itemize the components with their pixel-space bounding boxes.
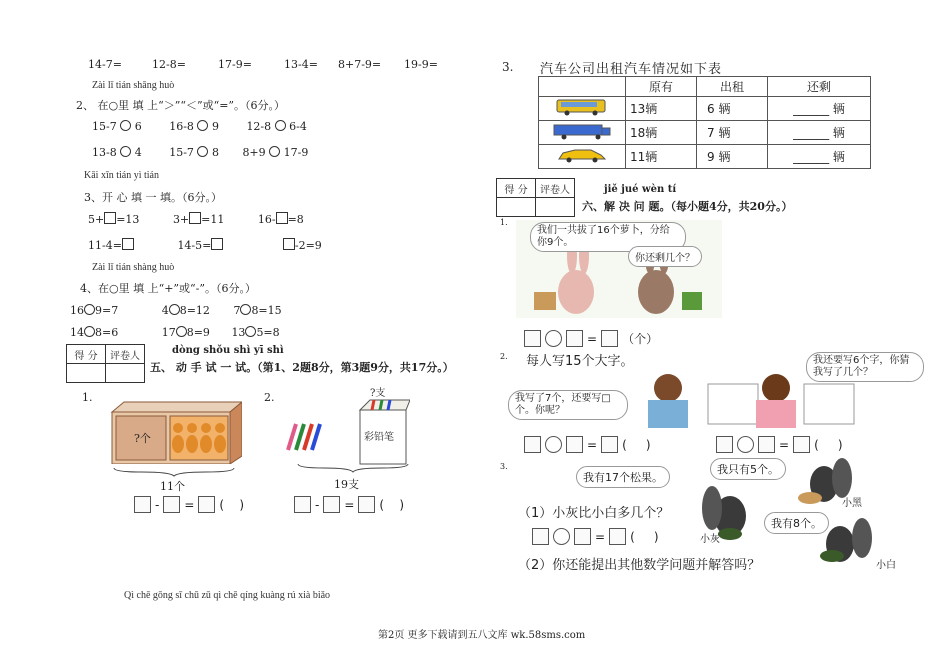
score-table [496, 178, 575, 217]
answer-equation [532, 528, 659, 545]
operator-circle[interactable] [553, 528, 570, 545]
grader-header: 评卷人 [106, 345, 145, 364]
equation: 19-9= [404, 58, 438, 71]
figure-number: 1. [82, 391, 93, 404]
unit-parens: ( ) [622, 437, 651, 452]
problem-number: 3. [500, 462, 508, 471]
blank-circle[interactable] [275, 120, 286, 131]
answer-box[interactable] [574, 528, 591, 545]
cell-rented: 6 辆 [697, 97, 768, 121]
expr: 4 [161, 304, 169, 317]
expr: =11 [201, 213, 225, 226]
expr: 3+ [172, 213, 190, 226]
equation: 14-7= [88, 58, 122, 71]
blank-box[interactable] [122, 238, 134, 250]
unit-parens: ( ) [219, 497, 245, 512]
cell-original: 13辆 [626, 97, 697, 121]
figure-number: 2. [264, 391, 275, 404]
expr: -2=9 [294, 239, 322, 252]
operator-circle[interactable] [545, 330, 562, 347]
equation: 8+7-9= [338, 58, 382, 71]
equals-sign: = [587, 331, 598, 346]
pencil-box-label: 彩铅笔 [364, 432, 394, 443]
answer-box[interactable] [294, 496, 311, 513]
equals-sign: = [184, 497, 195, 512]
blank-circle[interactable] [84, 326, 95, 337]
speech-bubble: 我们一共拔了16个萝卜，分给你9个。 [530, 222, 686, 252]
unknown-label: ?个 [134, 432, 151, 445]
blank-box[interactable] [211, 238, 223, 250]
box-illustration [108, 400, 242, 464]
pinyin-line: Zài lǐ tián shāng huò [92, 80, 175, 91]
blank-circle[interactable] [197, 146, 208, 157]
speech-bubble: 我有8个。 [764, 512, 829, 534]
cell-remaining[interactable]: ______ 辆 [768, 121, 871, 145]
answer-box[interactable] [566, 330, 583, 347]
expr: 14-5= [177, 239, 212, 252]
answer-box[interactable] [601, 330, 618, 347]
expr: 8=9 [186, 326, 210, 339]
header-blank [539, 77, 626, 97]
grader-cell[interactable] [536, 198, 575, 217]
bus-icon [539, 97, 626, 121]
expr: 9=7 [95, 304, 119, 317]
expr: 15-7 [92, 120, 117, 133]
equation: 13-4= [284, 58, 318, 71]
compare-row [92, 120, 307, 133]
unit-parens: ( ) [379, 497, 405, 512]
expr: =13 [116, 213, 140, 226]
section-title: 六、解 决 问 题。（每小题4分，共20分。） [582, 200, 793, 213]
expr: 9 [211, 120, 219, 133]
expr: 8=12 [179, 304, 210, 317]
problem-number: 1. [500, 218, 508, 227]
brace-icon [112, 466, 236, 478]
expr: 16 [70, 304, 84, 317]
expr: 8+9 [242, 146, 266, 159]
blank-box[interactable] [276, 212, 288, 224]
question-title: 4、在○里 填 上“+”或“-”。（6分。） [80, 282, 257, 295]
car-icon [539, 145, 626, 169]
section-title: 五、 动 手 试 一 试。（第1、2题8分，第3题9分，共17分。） [150, 361, 454, 374]
score-cell[interactable] [497, 198, 536, 217]
expr: 15-7 [169, 146, 194, 159]
answer-box[interactable] [323, 496, 340, 513]
expr: =8 [287, 213, 304, 226]
problem-title: 每人写15个大字。 [526, 354, 634, 369]
answer-box[interactable] [566, 436, 583, 453]
speech-bubble: 我有17个松果。 [576, 466, 670, 488]
cell-rented: 7 辆 [697, 121, 768, 145]
cell-rented: 9 辆 [697, 145, 768, 169]
unit-parens: ( ) [630, 529, 659, 544]
expr: 5=8 [256, 326, 280, 339]
total-label: 19支 [334, 478, 359, 491]
expr: 8 [211, 146, 219, 159]
answer-box[interactable] [758, 436, 775, 453]
blank-circle[interactable] [197, 120, 208, 131]
equals-sign: = [779, 437, 790, 452]
sub-question: （1）小灰比小白多几个？ [518, 506, 670, 521]
equals-sign: = [587, 437, 598, 452]
expr: 14 [70, 326, 84, 339]
squirrel-name: 小灰 [700, 534, 720, 545]
blank-box[interactable] [283, 238, 295, 250]
blank-box[interactable] [104, 212, 116, 224]
expr: 16- [257, 213, 276, 226]
answer-box[interactable] [524, 330, 541, 347]
expr: 11-4= [88, 239, 122, 252]
question-number: 3. [502, 60, 514, 74]
header-remaining: 还剩 [768, 77, 871, 97]
question-title: 2、 在○里 填 上“＞”“＜”或“=”。（6分。） [76, 99, 286, 112]
minus-sign: - [315, 497, 320, 512]
speech-bubble: 我只有5个。 [710, 458, 786, 480]
answer-box[interactable] [716, 436, 733, 453]
answer-box[interactable] [609, 528, 626, 545]
operator-circle[interactable] [545, 436, 562, 453]
table-title: 汽车公司出租汽车情况如下表 [540, 62, 723, 77]
blank-circle[interactable] [240, 304, 251, 315]
blank-circle[interactable] [176, 326, 187, 337]
cell-remaining[interactable]: ______ 辆 [768, 145, 871, 169]
answer-box[interactable] [198, 496, 215, 513]
expr: 17 [161, 326, 176, 339]
score-header: 得 分 [67, 345, 106, 364]
expr: 16-8 [169, 120, 194, 133]
blank-circle[interactable] [84, 304, 95, 315]
brace-icon [296, 462, 410, 474]
rental-table [538, 76, 871, 169]
total-label: 11个 [160, 480, 185, 493]
expr: 8=15 [251, 304, 282, 317]
section-pinyin: dòng shǒu shì yī shì [172, 345, 284, 356]
expr: 8=6 [95, 326, 119, 339]
sign-row [70, 326, 280, 339]
pinyin-line: Zài lǐ tián shàng huò [92, 262, 175, 273]
grader-header: 评卷人 [536, 179, 575, 198]
box-figure [108, 400, 242, 464]
answer-box[interactable] [601, 436, 618, 453]
fill-row [88, 238, 322, 252]
pinyin-line: Qì chē gōng sī chū zū qì chē qíng kuàng rú xià biǎo [124, 590, 331, 601]
pencils-icon [284, 422, 324, 452]
fill-row [88, 212, 304, 226]
equals-sign: = [344, 497, 355, 512]
answer-box[interactable] [358, 496, 375, 513]
answer-equation [524, 330, 658, 347]
sub-question: （2）你还能提出其他数学问题并解答吗？ [518, 558, 761, 573]
header-original: 原有 [626, 77, 697, 97]
expr: 6 [134, 120, 142, 133]
problem-number: 2. [500, 352, 508, 361]
grader-cell[interactable] [106, 364, 145, 383]
score-cell[interactable] [67, 364, 106, 383]
cell-original: 11辆 [626, 145, 697, 169]
score-header: 得 分 [497, 179, 536, 198]
equation: 12-8= [152, 58, 186, 71]
answer-box[interactable] [134, 496, 151, 513]
compare-row [92, 146, 308, 159]
question-mark-label: ?支 [370, 388, 386, 399]
blank-circle[interactable] [245, 326, 256, 337]
answer-box[interactable] [524, 436, 541, 453]
answer-box[interactable] [532, 528, 549, 545]
minus-sign: - [155, 497, 160, 512]
expr: 13-8 [92, 146, 117, 159]
cell-remaining[interactable]: ______ 辆 [768, 97, 871, 121]
truck-icon [539, 121, 626, 145]
answer-equation [134, 496, 244, 513]
expr: 4 [134, 146, 142, 159]
sign-row [70, 304, 282, 317]
expr: 12-8 [246, 120, 272, 133]
page-footer: 第2页 更多下载请到五八文库 wk.58sms.com [378, 630, 586, 641]
answer-equation [294, 496, 404, 513]
question-title: 3、开 心 填 一 填。（6分。） [84, 191, 222, 204]
speech-bubble: 我还要写6个字，你猜我写了几个？ [806, 352, 924, 382]
blank-box[interactable] [189, 212, 201, 224]
answer-equation [716, 436, 843, 453]
blank-circle[interactable] [169, 304, 180, 315]
cell-original: 18辆 [626, 121, 697, 145]
squirrel-name: 小黑 [842, 498, 862, 509]
expr: 7 [233, 304, 241, 317]
answer-equation [524, 436, 651, 453]
expr: 17-9 [283, 146, 309, 159]
pinyin-line: Kāi xīn tián yì tián [84, 170, 159, 181]
equation: 17-9= [218, 58, 252, 71]
expr: 5+ [88, 213, 105, 226]
operator-circle[interactable] [737, 436, 754, 453]
unit-parens: ( ) [814, 437, 843, 452]
section-pinyin: jiě jué wèn tí [604, 184, 677, 195]
blank-circle[interactable] [120, 120, 131, 131]
squirrel-name: 小白 [876, 560, 896, 571]
blank-circle[interactable] [120, 146, 131, 157]
score-table [66, 344, 145, 383]
blank-circle[interactable] [269, 146, 280, 157]
equals-sign: = [595, 529, 606, 544]
expr: 6-4 [289, 120, 307, 133]
answer-box[interactable] [163, 496, 180, 513]
answer-box[interactable] [793, 436, 810, 453]
speech-bubble: 我写了7个，还要写□个。你呢？ [508, 390, 628, 420]
unit-label: （个） [622, 332, 659, 346]
speech-bubble: 你还剩几个？ [628, 246, 702, 267]
header-rented: 出租 [697, 77, 768, 97]
expr: 13 [231, 326, 246, 339]
